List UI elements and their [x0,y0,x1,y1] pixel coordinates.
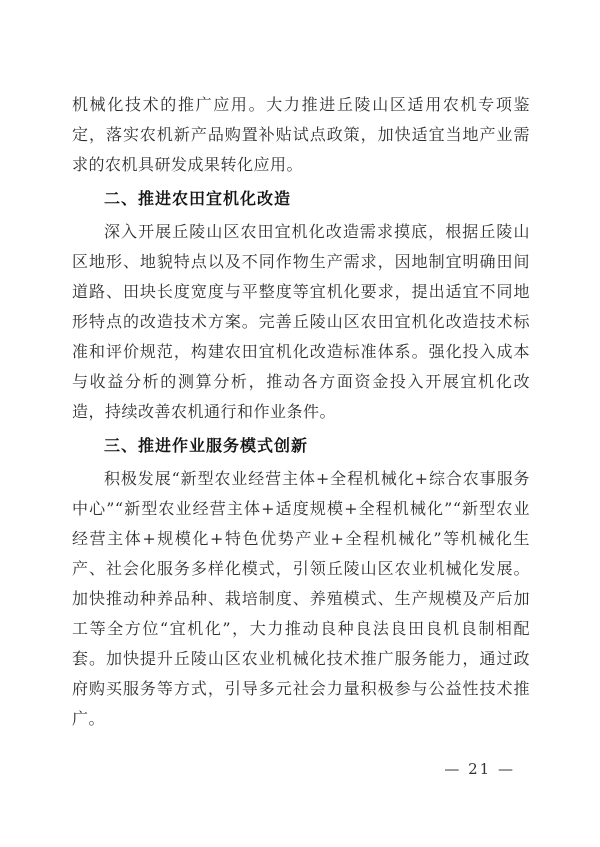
section-heading-3: 三、推进作业服务模式创新 [104,436,309,455]
section-heading-2: 二、推进农田宜机化改造 [104,189,292,208]
page-footer [444,760,515,778]
body-paragraph: 积极发展“新型农业经营主体+全程机械化+综合农事服务中心”“新型农业经营主体+适度规模+全程机械化”“新型农业经营主体+规模化+特色优势产业+全程机械化”等机械化生产、社会化服务多样化模式，引领丘陵山区农业机械化发展。加快推动种养品种、栽培制度、养殖模式、生产规模及产后加工等全方位“宜机化”，大力推动良种良法良田良机良制相配套。加快提升丘陵山区农业机械化技术推广服务能力，通过政府购买服务等方式，引导多元社会力量积极参与公益性技术推广。 [72,469,530,728]
body-paragraph: 深入开展丘陵山区农田宜机化改造需求摸底，根据丘陵山区地形、地貌特点以及不同作物生产需求，因地制宜明确田间道路、田块长度宽度与平整度等宜机化要求，提出适宜不同地形特点的改造技术方案。完善丘陵山区农田宜机化改造技术标准和评价规范，构建农田宜机化改造标准体系。强化投入成本与收益分析的测算分析，推动各方面资金投入开展宜机化改造，持续改善农机通行和作业条件。 [72,222,530,421]
body-paragraph-continuation: 机械化技术的推广应用。大力推进丘陵山区适用农机专项鉴定，落实农机新产品购置补贴试点政策，加快适宜当地产业需求的农机具研发成果转化应用。 [72,95,530,174]
page-number: — 21 — [444,760,515,778]
document-content [72,90,530,734]
